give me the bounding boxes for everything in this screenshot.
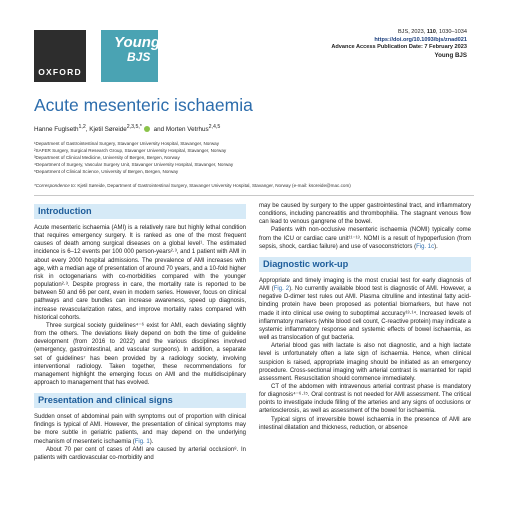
paragraph-text: ). — [149, 438, 154, 445]
section-label: Young BJS — [434, 51, 467, 59]
section-heading-diagnostic: Diagnostic work-up — [259, 257, 471, 272]
paragraph: Acute mesenteric ischaemia (AMI) is a relatively rare but highly lethal condition that requires emergency surgery. It is ranked as one of the most frequent causes of death among surgical diseases on a global level¹. The estimated incidence is 6–12 events per 100 000 person-years²·³, and 1 patient with AMI in about every 2000 hospital admissions. The prevalence of AMI increases with age, with a median age of presentation of around 70 years, and a 10-fold higher risk in octogenarians with co-morbidities compared with the younger population²·³. Despite progress in care, the mortality rate is reported to be between 50 and 66 per cent, even in modern series. However, focus on clinical pathways and care bundles can increase awareness, speed up diagnosis, increase revascularization rates, and improve mortality rates compared with historical cohorts. — [34, 225, 246, 321]
paragraph — [259, 277, 471, 342]
young-bjs-logo — [101, 30, 161, 82]
orcid-icon[interactable] — [144, 126, 150, 132]
journal-pages: , 1030–1034 — [435, 29, 467, 35]
figure-link[interactable]: Fig. 2 — [273, 286, 290, 293]
affiliations — [34, 140, 233, 175]
paragraph: Typical signs of irreversible bowel ischaemia in the presence of AMI are intestinal dilatation and thickness, reduction, or absence — [259, 416, 471, 431]
paragraph: Arterial blood gas with lactate is also not diagnostic, and a high lactate level is unfortunately often a late sign of ischaemia. Hence, when clinical suspicion is raised, appropriate imaging should be initiated as an emergency procedure. Cross-sectional imaging with arterial contrast is warranted for rapid assessment. Resuscitation should commence immediately. — [259, 343, 471, 382]
young-bjs-logo-young: Young — [114, 34, 161, 51]
oxford-logo-text: OXFORD — [38, 67, 82, 77]
paragraph: CT of the abdomen with intravenous arterial contrast phase is mandatory for diagnosis⁴⁻⁶·¹⁵. Oral contrast is not needed for AMI assessment. The critical points to investigate include filling of the arteries and any signs of occlusions or arteriosclerosis, as well as assessment of the bowel for ischaemia. — [259, 383, 471, 415]
paragraph-text: Appropriate and timely imaging is the most crucial test for early diagnosis of AMI ( — [259, 277, 471, 293]
paragraph — [259, 226, 471, 250]
author-1[interactable]: Hanne Fuglseth — [34, 126, 79, 134]
article-meta — [331, 29, 467, 59]
journal-citation — [331, 29, 467, 37]
right-column — [259, 202, 471, 432]
paragraph-text: ). — [434, 243, 438, 250]
paragraph: About 70 per cent of cases of AMI are caused by arterial occlusion⁸. In patients with cardiovascular co-morbidity and — [34, 446, 246, 461]
paragraph — [34, 413, 246, 446]
correspondence-text: Kjetil Søreide, Department of Gastrointestinal Surgery, Stavanger University Hospital, Stavanger, Norway (e-mail: ksoreide@mac.com) — [76, 183, 351, 188]
doi-link[interactable]: https://doi.org/10.1093/bjs/znad021 — [374, 36, 467, 43]
paragraph-text: ). No currently available blood test is diagnostic of AMI. However, a negative D-dimer test rules out AMI. Plasma citrulline and intestinal fatty acid-binding protein have been proposed as potential biomarkers, but have not made it into clinical use owing to suboptimal accuracy¹³·¹⁴. Increased levels of inflammatory markers (white blood cell count, C-reactive protein) may indicate a systemic inflammatory response and systemic effects of bowel ischaemia, as well as translocation of gut bacteria. — [259, 286, 471, 342]
left-column — [34, 202, 246, 462]
section-heading-introduction: Introduction — [34, 204, 246, 219]
paragraph-text: Sudden onset of abdominal pain with symptoms out of proportion with clinical findings is typical of AMI. However, the presentation of clinical symptoms may be more subtle in geriatric patients, and may depend on the underlying mechanism of mesenteric ischaemia ( — [34, 414, 246, 445]
author-2-affil: 2,3,5,* — [126, 124, 142, 130]
affiliation-item: ²SAFER Surgery, Surgical Research Group, Stavanger University Hospital, Stavanger, Norway — [34, 148, 227, 153]
oxford-logo — [34, 30, 86, 82]
correspondence-label: *Correspondence to: — [34, 183, 77, 188]
figure-link[interactable]: Fig. 1c — [416, 243, 435, 250]
young-bjs-logo-bjs: BJS — [127, 50, 151, 64]
paragraph: Three surgical society guidelines⁴⁻⁶ exist for AMI, each deviating slightly from the others. The deviations likely depend on both the time of guideline development (from 2016 to 2022) and the various disciplines involved (emergency, gastrointestinal, and vascular surgeons). In addition, a separate set of guidelines⁷ has been provided by a radiology society, involving interventional radiology. Taken together, these recommendations for management highlight the emerging focus on AMI and the multidisciplinary approach to management that has evolved. — [34, 322, 246, 386]
affiliation-item: ⁴Department of Surgery, Vascular Surgery Unit, Stavanger University Hospital, Stavanger, Norway — [34, 162, 234, 167]
section-heading-presentation: Presentation and clinical signs — [34, 393, 246, 408]
affiliation-item: ⁵Department of Clinical Science, University of Bergen, Bergen, Norway — [34, 169, 179, 174]
author-list: Hanne Fuglseth$^{1,2}$, Kjetil Søreide$^{2,3,5,*}$ and Morten Vetrhus$^{2,4,5}$ — [34, 124, 221, 134]
journal-name: BJS, 2023, — [397, 29, 427, 35]
paragraph: may be caused by surgery to the upper gastrointestinal tract, and inflammatory conditions, including pancreatitis and thrombophilia. The stagnant venous flow can lead to venous gangrene of the bowel. — [259, 203, 471, 226]
divider — [34, 195, 474, 196]
advance-access-date: Advance Access Publication Date: 7 February 2023 — [331, 44, 467, 51]
paragraph-text: Patients with non-occlusive mesenteric ischaemia (NOMI) typically come from the ICU or cardiac care unit¹¹⁻¹³. NOMI is a result of hypoperfusion (from sepsis, shock, cardiac failure) and use of vasoconstrictors ( — [259, 227, 471, 250]
author-3-affil: 2,4,5 — [208, 124, 221, 130]
author-2[interactable]: Kjetil Søreide — [89, 126, 127, 134]
journal-volume: 110 — [426, 29, 436, 35]
figure-link[interactable]: Fig. 1 — [134, 438, 150, 445]
affiliation-item: ³Department of Clinical Medicine, University of Bergen, Bergen, Norway — [34, 155, 180, 160]
author-3[interactable]: and Morten Vetrhus — [153, 126, 209, 134]
author-1-affil: 1,2 — [78, 124, 86, 130]
correspondence — [34, 183, 351, 188]
affiliation-item: ¹Department of Gastrointestinal Surgery, Stavanger University Hospital, Stavanger, Norway — [34, 141, 220, 146]
article-title: Acute mesenteric ischaemia — [34, 95, 253, 115]
